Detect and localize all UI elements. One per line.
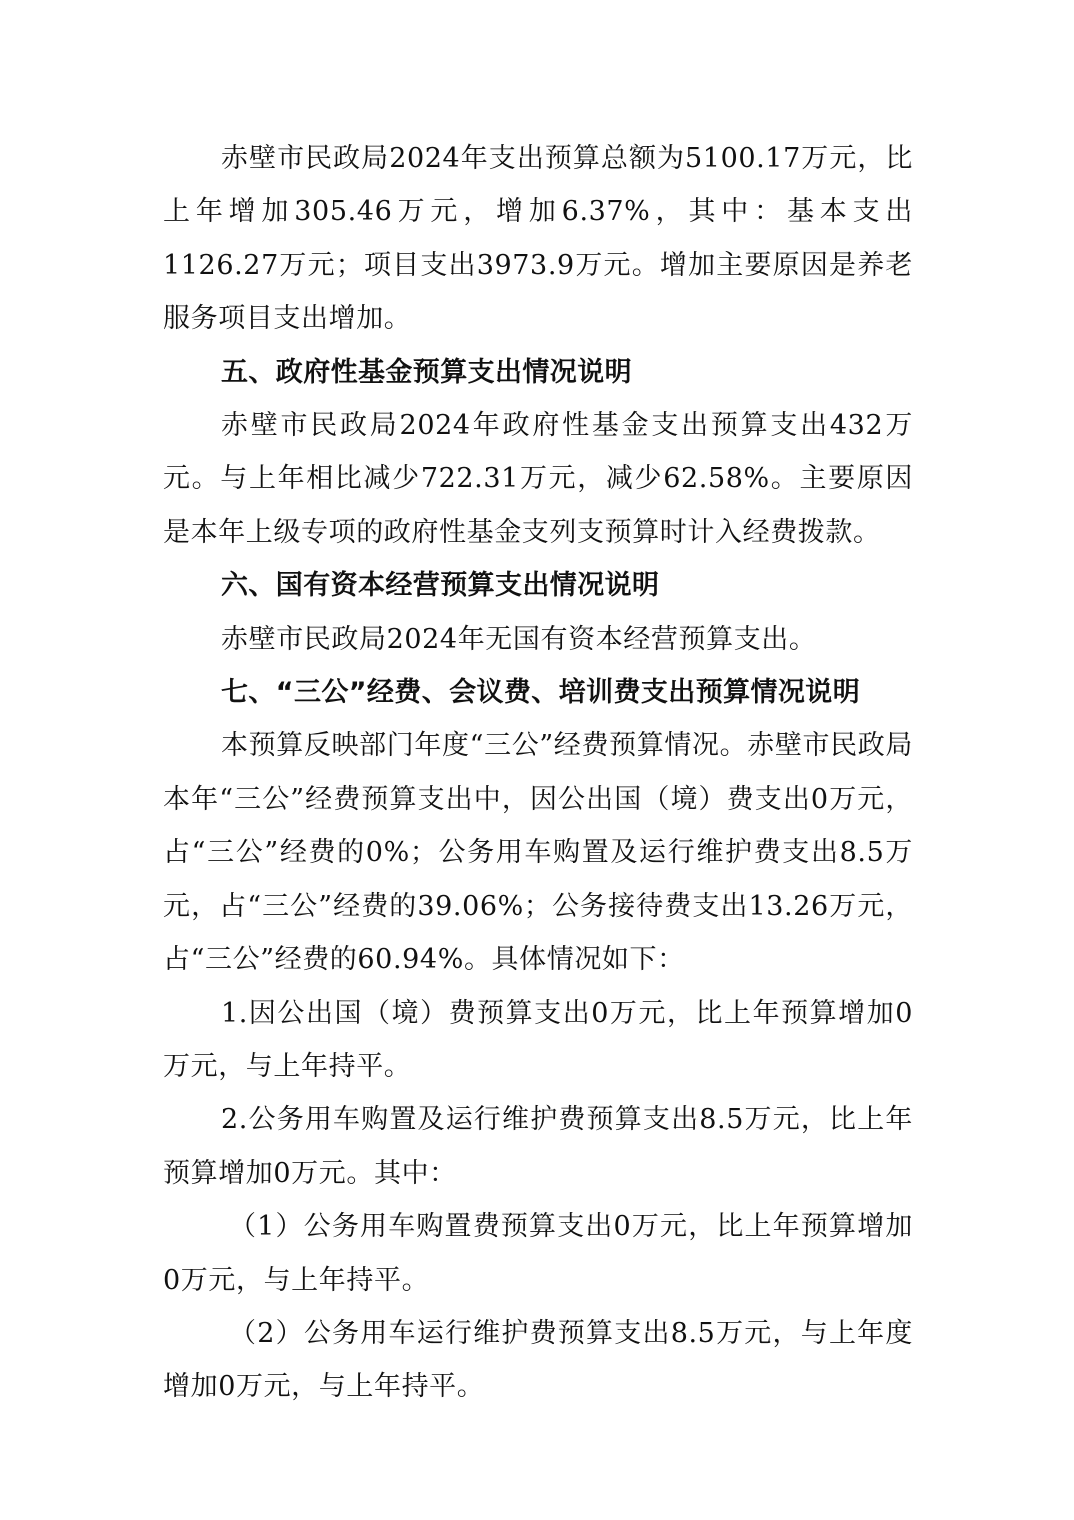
paragraph-total-expenditure: 赤壁市民政局2024年支出预算总额为5100.17万元，比上年增加305.46万元，增加6.37%，其中：基本支出1126.27万元；项目支出3973.9万元。增加主要原因是养老服务项目支出增加。 — [163, 143, 913, 335]
paragraph-state-capital: 赤壁市民政局2024年无国有资本经营预算支出。 — [221, 623, 817, 655]
section-heading-7: 七、“三公”经费、会议费、培训费支出预算情况说明 — [221, 677, 861, 709]
list-item-vehicle-maintenance: （2）公务用车运行维护费预算支出8.5万元，与上年度增加0万元，与上年持平。 — [163, 1317, 913, 1403]
list-item-vehicle-purchase: （1）公务用车购置费预算支出0万元，比上年预算增加0万元，与上年持平。 — [163, 1211, 913, 1296]
section-heading-6: 六、国有资本经营预算支出情况说明 — [221, 570, 660, 602]
paragraph-three-public: 本预算反映部门年度“三公”经费预算情况。赤壁市民政局本年“三公”经费预算支出中，因公出国（境）费支出0万元，占“三公”经费的0%；公务用车购置及运行维护费支出8.5万元，占“三公”经费的39.06%；公务接待费支出13.26万元，占“三公”经费的60.94%。具体情况如下： — [163, 730, 913, 976]
list-item-official-vehicles: 2.公务用车购置及运行维护费预算支出8.5万元，比上年预算增加0万元。其中： — [163, 1104, 913, 1189]
paragraph-government-fund: 赤壁市民政局2024年政府性基金支出预算支出432万元。与上年相比减少722.31万元，减少62.58%。主要原因是本年上级专项的政府性基金支列支预算时计入经费拨款。 — [163, 410, 913, 548]
list-item-overseas-travel: 1.因公出国（境）费预算支出0万元，比上年预算增加0万元，与上年持平。 — [163, 997, 913, 1082]
section-heading-5: 五、政府性基金预算支出情况说明 — [221, 356, 632, 388]
document-body — [163, 132, 913, 1414]
